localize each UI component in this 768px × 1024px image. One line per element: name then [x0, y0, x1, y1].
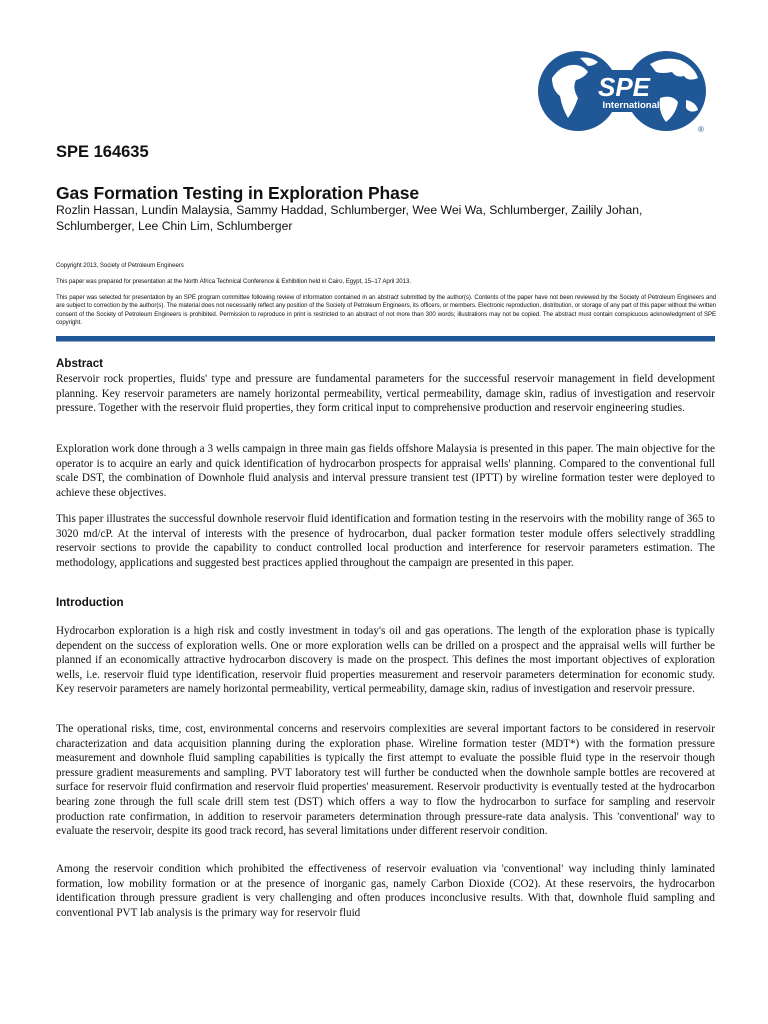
introduction-heading: Introduction [56, 596, 124, 609]
introduction-paragraph-1: Hydrocarbon exploration is a high risk and costly investment in today's oil and gas operations. The length of the exploration phase is typically dependent on the success of exploration wells. One or more exploration wells can be drilled on a prospect and the appraisal wells will further be planned if an economically attractive hydrocarbon discovery is made on the prospect. This defines the most important objectives of exploration wells, i.e. reservoir fluid type identification, reservoir fluid properties measurement and reservoir parameters determination for economic study. Key reservoir parameters are namely horizontal permeability, vertical permeability, damage skin, radius of investigation and reservoir pressure. [56, 625, 715, 696]
introduction-paragraph-3: Among the reservoir condition which prohibited the effectiveness of reservoir evaluation via 'conventional' way including thinly laminated formation, low mobility formation or at the presence of inorganic gas, namely Carbon Dioxide (CO2). At these reservoirs, the hydrocarbon identification through pressure gradient is very challenging and often produces inconclusive results. With that, downhole fluid sampling and conventional PVT lab analysis is the primary way for reservoir fluid [56, 863, 715, 919]
logo-registered-mark: ® [698, 125, 704, 134]
introduction-paragraph-2: The operational risks, time, cost, environmental concerns and reservoirs complexities are several important factors to be considered in reservoir characterization and data acquisition planning during the exploration phase. Wireline formation tester (MDT*) with the formation pressure measurement and downhole fluid sampling capabilities is typically the first attempt to evaluate the possible fluid type in the reservoir though pressure gradient measurements and sampling. PVT laboratory test will further be conducted when the downhole sample bottles are recovered at surface for reservoir fluid confirmation and reservoir fluid properties' measurement. Reservoir productivity is eventually tested at the hydrocarbon bearing zone through the full scale drill stem test (DST) which offers a way to flow the hydrocarbon to surface for sampling and reservoir production rate confirmation, in addition to reservoir parameters determination through pressure-rate data analysis. This 'conventional' way to evaluate the reservoir, despite its good track record, has several limitations under different reservoir condition. [56, 723, 715, 838]
abstract-paragraph-1: Reservoir rock properties, fluids' type and pressure are fundamental parameters for the successful reservoir management in field development planning. Key reservoir parameters are namely horizontal permeability, vertical permeability, damage skin, radius of investigation and reservoir pressure. Together with the reservoir fluid properties, they form critical input to comprehensive production and reservoir engineering studies. [56, 373, 715, 415]
spe-international-logo [538, 48, 710, 134]
logo-main-text: SPE [597, 72, 651, 102]
author-list: Rozlin Hassan, Lundin Malaysia, Sammy Haddad, Schlumberger, Wee Wei Wa, Schlumberger, Zailily Johan, Schlumberger, Lee Chin Lim, Schlumberger [56, 203, 643, 233]
presentation-note: This paper was prepared for presentation at the North Africa Technical Conference & Exhibition held in Cairo, Egypt, 15–17 April 2013. [56, 278, 411, 285]
paper-id: SPE 164635 [56, 143, 149, 161]
abstract-paragraph-2: Exploration work done through a 3 wells campaign in three main gas fields offshore Malaysia is presented in this paper. The main objective for the operator is to acquire an early and quick identification of hydrocarbon prospects for appraisal wells' planning. Compared to the conventional full scale DST, the combination of Downhole fluid analysis and interval pressure transient test (IPTT) by wireline formation tester were deployed to achieve these objectives. [56, 443, 715, 499]
header-divider [56, 336, 715, 342]
abstract-heading: Abstract [56, 357, 104, 370]
copyright-line: Copyright 2013, Society of Petroleum Engineers [56, 262, 184, 269]
logo-sub-text: International [602, 100, 660, 111]
review-disclaimer: This paper was selected for presentation by an SPE program committee following review of information contained in an abstract submitted by the author(s). Contents of the paper have not been reviewed by the Society of Petroleum Engineers and are subject to correction by the author(s). The material does not necessarily reflect any position of the Society of Petroleum Engineers, its officers, or members. Electronic reproduction, distribution, or storage of any part of this paper without the written consent of the Society of Petroleum Engineers is prohibited. Permission to reproduce in print is restricted to an abstract of not more than 300 words; illustrations may not be copied. The abstract must contain conspicuous acknowledgment of SPE copyright. [56, 294, 716, 326]
abstract-paragraph-3: This paper illustrates the successful downhole reservoir fluid identification and formation testing in the reservoirs with the mobility range of 365 to 3020 md/cP. At the interval of interests with the presence of hydrocarbon, dual packer formation tester module offers selectively straddling reservoir sections to provide the capability to conduct controlled local production and interference for reservoir parameters estimation. The methodology, applications and suggested best practices applied throughout the campaign are presented in this paper. [56, 513, 715, 569]
paper-title: Gas Formation Testing in Exploration Phase [56, 183, 420, 203]
